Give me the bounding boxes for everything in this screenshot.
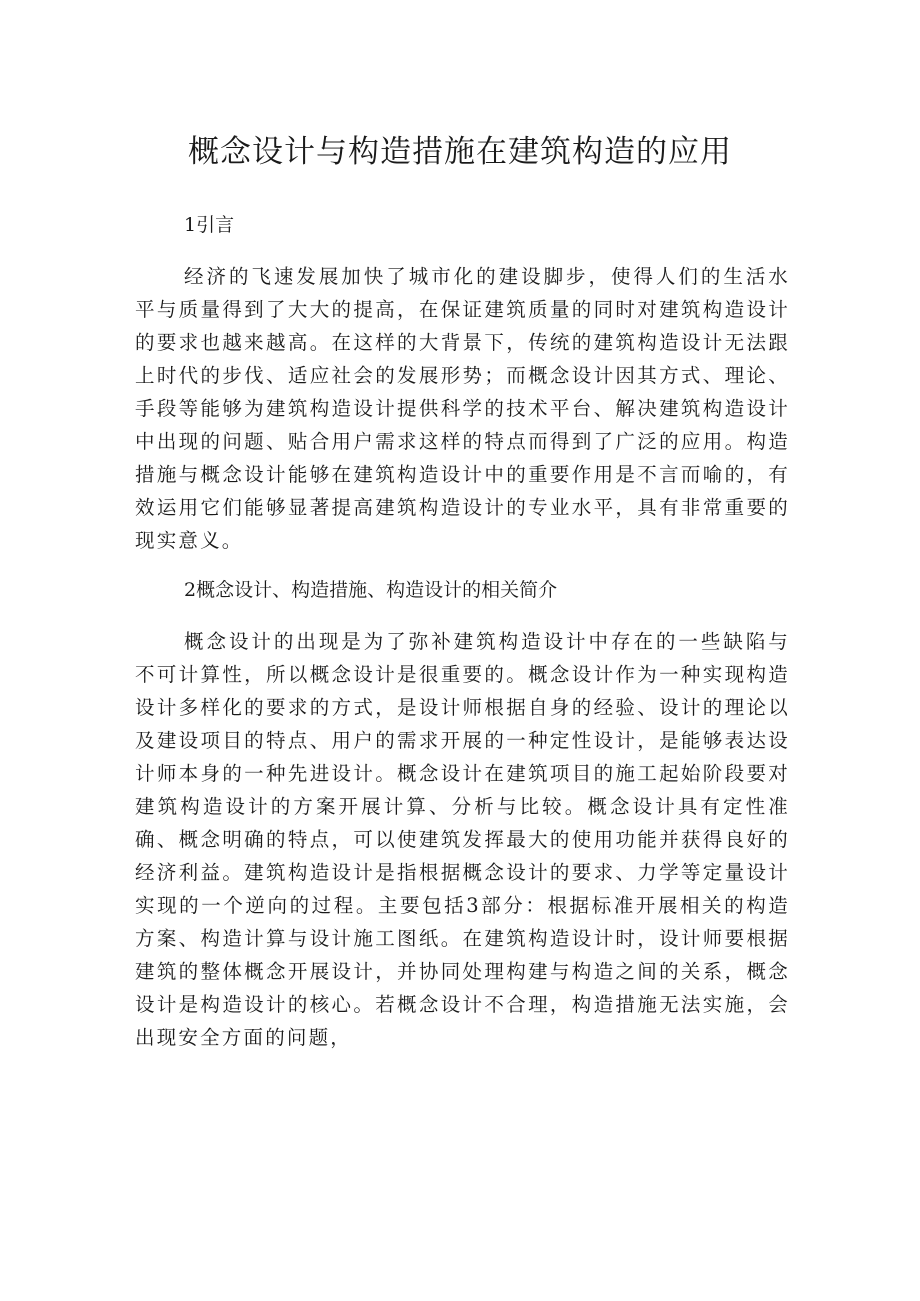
section-heading-overview: 2概念设计、构造措施、构造设计的相关简介	[184, 579, 558, 601]
spacer	[135, 557, 790, 569]
document-body	[135, 204, 790, 1054]
spacer	[135, 611, 790, 625]
document-title: 概念设计与构造措施在建筑构造的应用	[188, 134, 732, 170]
section-paragraph-introduction: 经济的飞速发展加快了城市化的建设脚步，使得人们的生活水平与质量得到了大大的提高，在保证建筑质量的同时对建筑构造设计的要求也越来越高。在这样的大背景下，传统的建筑构造设计无法跟上时代的步伐、适应社会的发展形势；而概念设计因其方式、理论、手段等能够为建筑构造设计提供科学的技术平台、解决建筑构造设计中出现的问题、贴合用户需求这样的特点而得到了广泛的应用。构造措施与概念设计能够在建筑构造设计中的重要作用是不言而喻的，有效运用它们能够显著提高建筑构造设计的专业水平，具有非常重要的现实意义。	[135, 265, 790, 552]
section-paragraph-overview: 概念设计的出现是为了弥补建筑构造设计中存在的一些缺陷与不可计算性，所以概念设计是很重要的。概念设计作为一种实现构造设计多样化的要求的方式，是设计师根据自身的经验、设计的理论以及建设项目的特点、用户的需求开展的一种定性设计，是能够表达设计师本身的一种先进设计。概念设计在建筑项目的施工起始阶段要对建筑构造设计的方案开展计算、分析与比较。概念设计具有定性准确、概念明确的特点，可以使建筑发挥最大的使用功能并获得良好的经济利益。建筑构造设计是指根据概念设计的要求、力学等定量设计实现的一个逆向的过程。主要包括3部分：根据标准开展相关的构造方案、构造计算与设计施工图纸。在建筑构造设计时，设计师要根据建筑的整体概念开展设计，并协同处理构建与构造之间的关系，概念设计是构造设计的核心。若概念设计不合理，构造措施无法实施，会出现安全方面的问题，	[135, 630, 790, 1049]
section-heading-introduction: 1引言	[184, 214, 235, 236]
spacer	[135, 246, 790, 260]
